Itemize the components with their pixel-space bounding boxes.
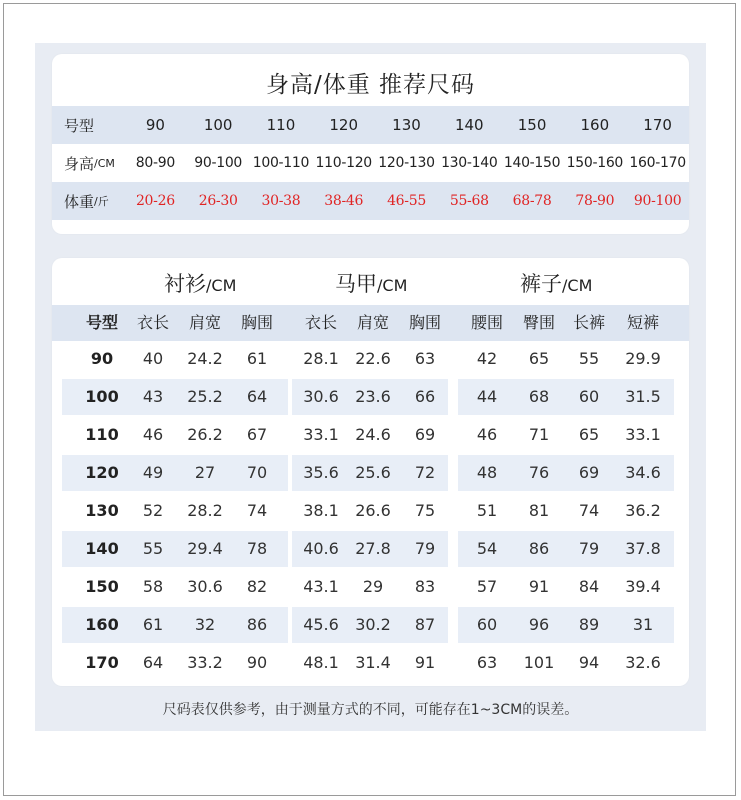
- table-cell: 32.6: [625, 653, 661, 672]
- table-cell: 33.1: [303, 425, 339, 444]
- table-cell: 43: [142, 387, 164, 406]
- weight-cell: 26-30: [198, 193, 238, 209]
- table-cell: 83: [414, 577, 436, 596]
- table-cell: 67: [246, 425, 268, 444]
- table-cell: 46: [476, 425, 498, 444]
- table-row: [52, 341, 689, 377]
- table-cell: 33.2: [187, 653, 223, 672]
- height-weight-card: [52, 54, 689, 234]
- table-cell: 70: [246, 463, 268, 482]
- row-size-label: 140: [85, 539, 119, 558]
- table-cell: 60: [578, 387, 600, 406]
- table-cell: 61: [246, 349, 268, 368]
- table-cell: 40: [142, 349, 164, 368]
- size-cell: 130: [392, 116, 421, 134]
- table-cell: 24.2: [187, 349, 223, 368]
- table-row: [52, 493, 689, 529]
- table-cell: 46: [142, 425, 164, 444]
- table-cell: 64: [246, 387, 268, 406]
- table-cell: 28.2: [187, 501, 223, 520]
- table-row: [52, 645, 689, 681]
- size-cell: 140: [454, 116, 484, 134]
- table-cell: 74: [578, 501, 600, 520]
- table-cell: 65: [528, 349, 550, 368]
- column-header: 衣长: [136, 313, 169, 332]
- table-cell: 74: [246, 501, 268, 520]
- table-cell: 31: [632, 615, 654, 634]
- table-cell: 61: [142, 615, 164, 634]
- size-cell: 110: [266, 116, 296, 134]
- weight-cell: 46-55: [387, 193, 426, 209]
- table-cell: 86: [528, 539, 550, 558]
- column-header: 臀围: [522, 313, 555, 332]
- column-header: 衣长: [304, 313, 337, 332]
- table-cell: 79: [578, 539, 600, 558]
- height-cell: 100-110: [252, 155, 310, 171]
- table-cell: 30.2: [355, 615, 391, 634]
- table-cell: 25.6: [355, 463, 391, 482]
- table-cell: 60: [476, 615, 498, 634]
- table-cell: 42: [476, 349, 498, 368]
- column-header: 胸围: [408, 313, 441, 332]
- column-header: 肩宽: [356, 313, 389, 332]
- table-row: [52, 379, 689, 415]
- table-cell: 30.6: [303, 387, 339, 406]
- table-cell: 89: [578, 615, 600, 634]
- table-cell: 48.1: [303, 653, 339, 672]
- height-weight-title: 身高/体重 推荐尺码: [265, 72, 476, 98]
- table-cell: 72: [414, 463, 436, 482]
- height-cell: 90-100: [194, 155, 243, 171]
- height-cell: 80-90: [135, 155, 175, 171]
- table-cell: 29.9: [625, 349, 661, 368]
- table-row: [52, 455, 689, 491]
- row-size-label: 100: [85, 387, 119, 406]
- weight-cell: 68-78: [512, 193, 552, 209]
- table-cell: 51: [476, 501, 498, 520]
- table-cell: 29.4: [187, 539, 223, 558]
- size-cell: 120: [329, 116, 359, 134]
- size-row: [52, 106, 689, 144]
- size-cell: 160: [580, 116, 610, 134]
- height-cell: 120-130: [378, 155, 435, 171]
- table-cell: 82: [246, 577, 268, 596]
- row-size-label: 160: [85, 615, 119, 634]
- column-header: 短裤: [626, 313, 659, 332]
- table-cell: 91: [528, 577, 550, 596]
- weight-cell: 78-90: [575, 193, 615, 209]
- weight-cell: 20-26: [135, 193, 175, 209]
- height-cell: 110-120: [315, 155, 372, 171]
- row-size-label: 150: [85, 577, 119, 596]
- column-header-size: 号型: [85, 313, 118, 332]
- table-cell: 33.1: [625, 425, 661, 444]
- table-cell: 44: [476, 387, 498, 406]
- row-size-label: 120: [85, 463, 119, 482]
- weight-cell: 55-68: [449, 193, 489, 209]
- table-cell: 25.2: [187, 387, 223, 406]
- table-cell: 71: [528, 425, 550, 444]
- table-cell: 28.1: [303, 349, 339, 368]
- table-cell: 55: [578, 349, 600, 368]
- table-cell: 34.6: [625, 463, 661, 482]
- table-cell: 94: [578, 653, 600, 672]
- group-title-vest: 马甲/CM: [335, 272, 408, 296]
- table-cell: 101: [523, 653, 555, 672]
- table-cell: 26.2: [187, 425, 223, 444]
- table-cell: 84: [578, 577, 600, 596]
- weight-cell: 38-46: [324, 193, 364, 209]
- size-cell: 90: [145, 116, 165, 134]
- table-cell: 24.6: [355, 425, 391, 444]
- table-cell: 87: [414, 615, 436, 634]
- column-header: 肩宽: [188, 313, 221, 332]
- table-cell: 75: [414, 501, 436, 520]
- measurements-card: [52, 258, 689, 686]
- table-cell: 79: [414, 539, 436, 558]
- table-cell: 37.8: [625, 539, 661, 558]
- table-cell: 22.6: [355, 349, 391, 368]
- table-cell: 78: [246, 539, 268, 558]
- table-cell: 38.1: [303, 501, 339, 520]
- table-cell: 54: [476, 539, 498, 558]
- table-row: [52, 569, 689, 605]
- table-cell: 86: [246, 615, 268, 634]
- table-cell: 64: [142, 653, 164, 672]
- weight-row: [52, 182, 689, 220]
- height-cell: 130-140: [441, 155, 498, 171]
- table-cell: 76: [528, 463, 550, 482]
- size-row-label: 号型: [64, 116, 95, 135]
- table-cell: 31.4: [355, 653, 391, 672]
- table-cell: 55: [142, 539, 164, 558]
- table-cell: 30.6: [187, 577, 223, 596]
- table-cell: 57: [476, 577, 498, 596]
- column-header: 长裤: [572, 313, 605, 332]
- disclaimer-note: 尺码表仅供参考，由于测量方式的不同，可能存在1~3CM的误差。: [162, 702, 579, 718]
- table-cell: 23.6: [355, 387, 391, 406]
- weight-cell: 30-38: [261, 193, 301, 209]
- table-cell: 27.8: [355, 539, 391, 558]
- table-cell: 66: [414, 387, 436, 406]
- table-cell: 90: [246, 653, 268, 672]
- table-cell: 40.6: [303, 539, 339, 558]
- table-cell: 26.6: [355, 501, 391, 520]
- table-cell: 69: [578, 463, 600, 482]
- table-cell: 43.1: [303, 577, 339, 596]
- table-cell: 27: [194, 463, 216, 482]
- row-size-label: 90: [90, 349, 114, 368]
- group-title-pants: 裤子/CM: [520, 272, 593, 296]
- table-cell: 81: [528, 501, 550, 520]
- row-size-label: 170: [85, 653, 119, 672]
- table-cell: 63: [476, 653, 498, 672]
- column-header: 腰围: [470, 313, 503, 332]
- table-cell: 31.5: [625, 387, 661, 406]
- size-cell: 150: [517, 116, 547, 134]
- table-cell: 52: [142, 501, 164, 520]
- measurement-column-headers: [52, 305, 689, 341]
- table-row: [52, 531, 689, 567]
- group-title-shirt: 衬衫/CM: [164, 272, 237, 296]
- table-cell: 45.6: [303, 615, 339, 634]
- table-cell: 65: [578, 425, 600, 444]
- size-cell: 170: [643, 116, 672, 134]
- table-cell: 69: [414, 425, 436, 444]
- table-cell: 48: [476, 463, 498, 482]
- size-cell: 100: [203, 116, 233, 134]
- table-cell: 39.4: [625, 577, 661, 596]
- table-cell: 91: [414, 653, 436, 672]
- table-row: [52, 417, 689, 453]
- height-cell: 140-150: [503, 155, 561, 171]
- weight-row-label: 体重 /斤: [64, 192, 109, 211]
- table-cell: 58: [142, 577, 164, 596]
- height-row: [52, 144, 689, 182]
- height-cell: 160-170: [629, 155, 686, 171]
- row-size-label: 130: [85, 501, 119, 520]
- height-row-label: 身高 /CM: [64, 154, 115, 173]
- weight-cell: 90-100: [633, 193, 682, 209]
- group-headers: [52, 258, 689, 304]
- table-cell: 32: [194, 615, 216, 634]
- table-cell: 36.2: [625, 501, 661, 520]
- table-cell: 96: [528, 615, 550, 634]
- row-size-label: 110: [85, 425, 119, 444]
- table-cell: 63: [414, 349, 436, 368]
- table-cell: 29: [362, 577, 384, 596]
- table-cell: 49: [142, 463, 164, 482]
- table-cell: 68: [528, 387, 550, 406]
- table-cell: 35.6: [303, 463, 339, 482]
- table-row: [52, 607, 689, 643]
- height-cell: 150-160: [566, 155, 624, 171]
- column-header: 胸围: [240, 313, 273, 332]
